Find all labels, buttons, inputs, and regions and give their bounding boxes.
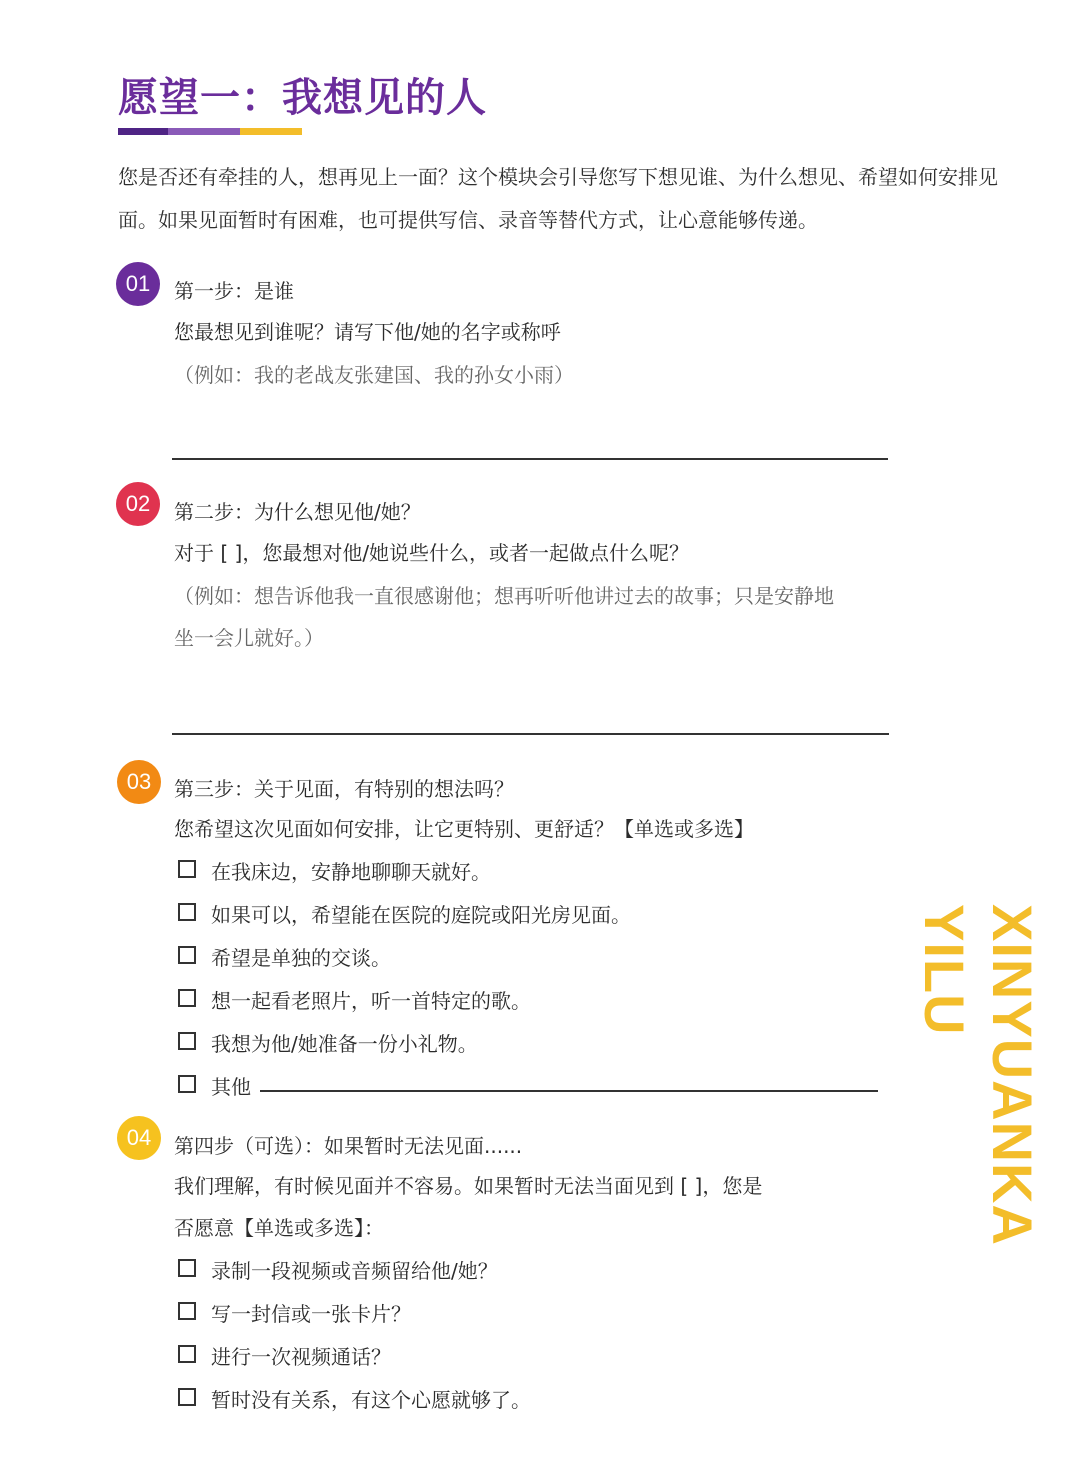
step-number-badge: 03	[117, 760, 161, 804]
checkbox[interactable]	[178, 1032, 196, 1050]
checkbox[interactable]	[178, 1388, 196, 1406]
page-title: 愿望一：我想见的人	[118, 75, 487, 121]
step-number-badge: 04	[117, 1116, 161, 1160]
checkbox[interactable]	[178, 1075, 196, 1093]
step2-example: （例如：想告诉他我一直很感谢他；想再听听他讲过去的故事；只是安静地	[174, 584, 834, 608]
intro-paragraph: 您是否还有牵挂的人，想再见上一面？这个模块会引导您写下想见谁、为什么想见、希望如何安排见面。如果见面暂时有困难，也可提供写信、录音等替代方式，让心意能够传递。	[118, 165, 998, 232]
checkbox[interactable]	[178, 860, 196, 878]
title-underline-segment	[118, 128, 168, 135]
brand-wordmark-sub: YILU	[913, 904, 976, 1036]
title-underline-segment	[240, 128, 302, 135]
option-label: 其他	[211, 1075, 251, 1099]
checkbox[interactable]	[178, 1302, 196, 1320]
checkbox[interactable]	[178, 989, 196, 1007]
brand-wordmark: XINYUANKA	[981, 904, 1044, 1246]
step-number-badge: 02	[116, 482, 160, 526]
checkbox[interactable]	[178, 1259, 196, 1277]
step4-prompt: 我们理解，有时候见面并不容易。如果暂时无法当面见到 [ ]，您是	[174, 1174, 763, 1198]
step1-answer-line[interactable]	[172, 458, 888, 460]
step4-prompt-cont: 否愿意【单选或多选】：	[174, 1216, 384, 1240]
step1-prompt: 您最想见到谁呢？请写下他/她的名字或称呼	[174, 320, 561, 344]
option-label: 我想为他/她准备一份小礼物。	[211, 1032, 478, 1056]
checkbox[interactable]	[178, 946, 196, 964]
option-label: 如果可以，希望能在医院的庭院或阳光房见面。	[211, 903, 631, 927]
step2-prompt: 对于 [ ]，您最想对他/她说些什么，或者一起做点什么呢？	[174, 541, 690, 565]
option-label: 写一封信或一张卡片？	[211, 1302, 411, 1326]
step2-answer-line[interactable]	[172, 733, 889, 735]
step-number-badge: 01	[116, 262, 160, 306]
step3-prompt: 您希望这次见面如何安排，让它更特别、更舒适？【单选或多选】	[174, 817, 754, 841]
option-label: 暂时没有关系，有这个心愿就够了。	[211, 1388, 531, 1412]
step4-heading: 第四步（可选）：如果暂时无法见面......	[174, 1134, 523, 1158]
option-label: 进行一次视频通话？	[211, 1345, 391, 1369]
step1-example: （例如：我的老战友张建国、我的孙女小雨）	[174, 363, 574, 387]
checkbox[interactable]	[178, 1345, 196, 1363]
option-label: 希望是单独的交谈。	[211, 946, 391, 970]
step1-heading: 第一步：是谁	[174, 279, 294, 303]
title-underline-segment	[168, 128, 240, 135]
step2-heading: 第二步：为什么想见他/她？	[174, 500, 421, 524]
option-label: 录制一段视频或音频留给他/她？	[211, 1259, 498, 1283]
step2-example-cont: 坐一会儿就好。）	[174, 626, 324, 650]
other-answer-line[interactable]	[260, 1090, 878, 1092]
option-label: 在我床边，安静地聊聊天就好。	[211, 860, 491, 884]
step3-heading: 第三步：关于见面，有特别的想法吗？	[174, 777, 514, 801]
checkbox[interactable]	[178, 903, 196, 921]
option-label: 想一起看老照片，听一首特定的歌。	[211, 989, 531, 1013]
